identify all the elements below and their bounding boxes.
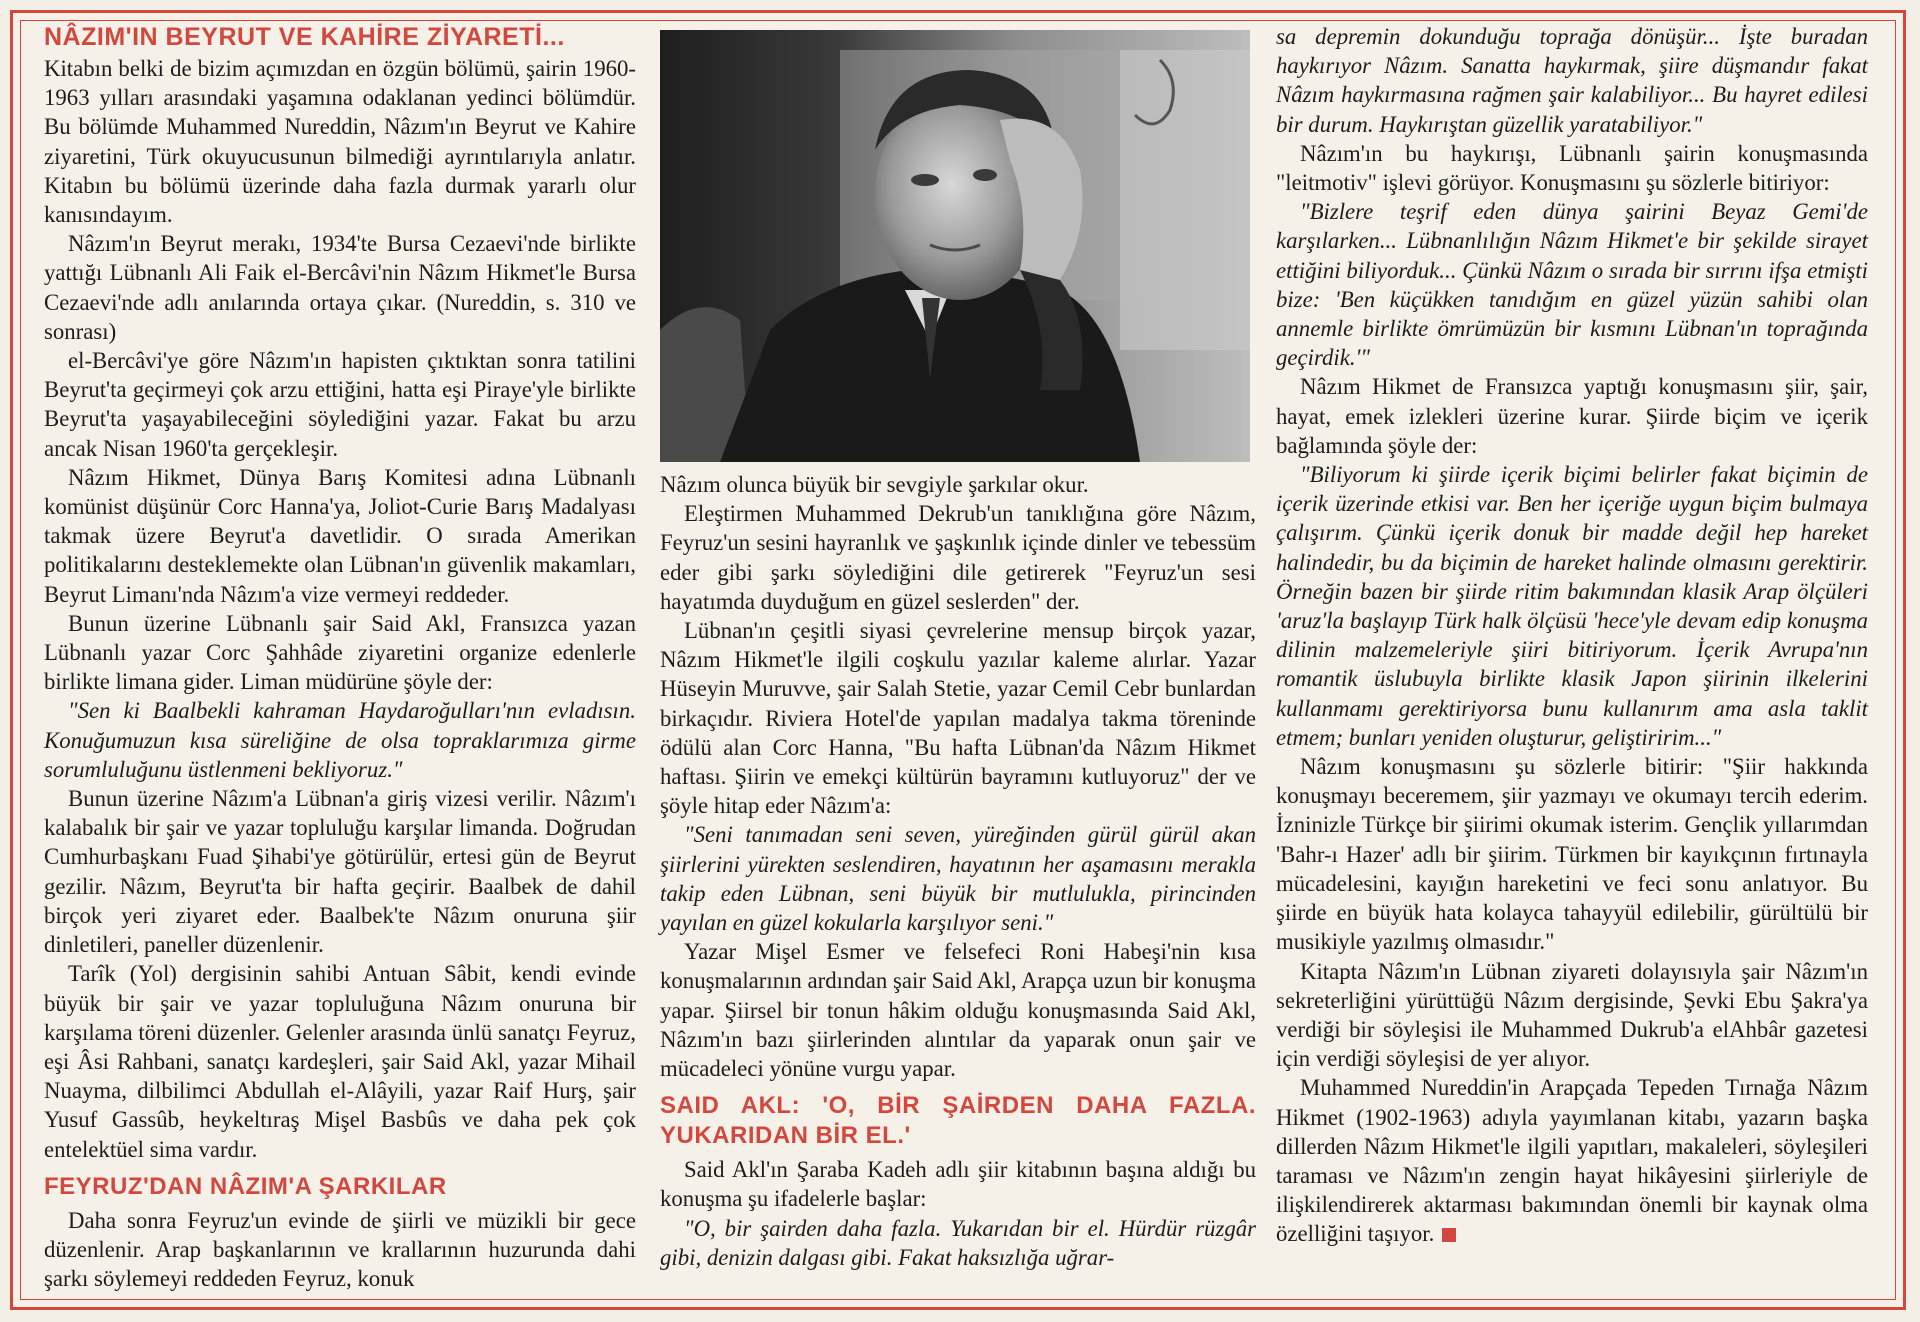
col1-paragraph: el-Bercâvi'ye göre Nâzım'ın hapisten çıktıktan sonra tatilini Beyrut'ta geçirmeyi çok arzu ettiğini, hatta eşi Piraye'yle birlikte Beyrut'ta yaşayabileceğini söylediğini yazar. Fakat bu arzu ancak Nisan 1960'ta gerçekleşir. — [44, 348, 636, 461]
col1-quote: "Sen ki Baalbekli kahraman Haydaroğulları'nın evladısın. Konuğumuzun kısa süreliğine de olsa topraklarımıza girme sorumluluğunu üstlenmeni bekliyoruz." — [44, 698, 636, 782]
col2-quote: "O, bir şairden daha fazla. Yukarıdan bir el. Hürdür rüzgâr gibi, denizin dalgası gibi. Fakat haksızlığa uğrar- — [660, 1215, 1256, 1270]
col3-paragraph: Nâzım'ın bu haykırışı, Lübnanlı şairin konuşmasında "leitmotiv" işlevi görüyor. Konuşmasını şu sözlerle bitiriyor: — [1276, 140, 1868, 196]
column-1 — [44, 22, 636, 1293]
col3-quote: sa depremin dokunduğu toprağa dönüşür... İşte buradan haykırıyor Nâzım. Sanatta haykırmak, şiire düşmandır fakat Nâzım haykırmasına rağmen şair kalabiliyor... Bu hayret edilesi bir durum. Haykırıştan güzellik yaratabiliyor." — [1276, 24, 1868, 137]
col3-quote: "Biliyorum ki şiirde içerik biçimi belirler fakat biçimin de içerik üzerinde etkisi var. Ben her içeriğe uygun biçim bulmaya çalışırım. Çünkü içerik donuk bir madde değil hep hareket halindedir, bu da biçimin de hareket halinde olmasını gerektirir. Örneğin bazen bir şiirde ritim bakımından klasik Arap ölçüleri 'aruz'la başlayıp Türk halk ölçüsü 'hece'yle devam edip konuşma dilinin malzemeleriyle şiiri bitiriyorum. İçerik Avrupa'nın romantik üslubuyla birlikte klasik Japon şiirinin ilkelerini kullanmamı gerektiriyorsa bunu kullanırım ama asla taklit etmem; bunları yeniden oluşturur, geliştiririm..." — [1276, 462, 1868, 750]
col2-paragraph: Yazar Mişel Esmer ve felsefeci Roni Habeşi'nin kısa konuşmalarının ardından şair Said Akl, Arapça uzun bir konuşma yapar. Şiirsel bir tonun hâkim olduğu konuşmasında Said Akl, Nâzım'ın bazı şiirlerinden alıntılar da yaparak onun şair ve mücadeleci yönüne vurgu yapar. — [660, 939, 1256, 1082]
col3-paragraph: Nâzım Hikmet de Fransızca yaptığı konuşmasını şiir, şair, hayat, emek izlekleri üzerine kurar. Şiirde biçim ve içerik bağlamında şöyle der: — [1276, 374, 1868, 458]
col3-last-text: Muhammed Nureddin'in Arapçada Tepeden Tırnağa Nâzım Hikmet (1902-1963) adıyla yayımlanan kitabı, yazarın başka dillerden Nâzım Hikmet'le ilgili yapıtları, makaleleri, söyleşileri taraması ve Nâzım'ın zengin hayat hikâyesini şiirleriyle de ilişkilendirerek aktarması bakımından önemli bir kaynak olma özelliğini taşıyor. — [1276, 1075, 1868, 1247]
col2-paragraph: Nâzım olunca büyük bir sevgiyle şarkılar okur. — [660, 472, 1089, 497]
col1-paragraph: Bunun üzerine Nâzım'a Lübnan'a giriş vizesi verilir. Nâzım'ı kalabalık bir şair ve yazar topluluğu karşılar limanda. Doğrudan Cumhurbaşkanı Fuad Şihabi'ye götürülür, ertesi gün de Beyrut gezilir. Nâzım, Beyrut'ta bir hafta geçirir. Baalbek de dahil birçok yeri ziyaret eder. Baalbek'te Nâzım onuruna şiir dinletileri, paneller düzenlenir. — [44, 786, 636, 958]
col2-paragraph: Said Akl'ın Şaraba Kadeh adlı şiir kitabının başına aldığı bu konuşma şu ifadelerle başlar: — [660, 1157, 1256, 1212]
col3-paragraph: Kitapta Nâzım'ın Lübnan ziyareti dolayısıyla şair Nâzım'ın sekreterliğini yürüttüğü Nâzım dergisinde, Şevki Ebu Şakra'ya verdiği bir söyleşisi ile Muhammed Dukrub'a elAhbâr gazetesi için verdiği söyleşisi de yer alıyor. — [1276, 958, 1868, 1072]
col1-paragraph: Daha sonra Feyruz'un evinde de şiirli ve müzikli bir gece düzenlenir. Arap başkanlarının ve krallarının huzurunda dahi şarkı söylemeyi reddeden Feyruz, konuk — [44, 1207, 636, 1292]
section-heading-said-akl: SAID AKL: 'O, BİR ŞAİRDEN DAHA FAZLA. YUKARIDAN BİR EL.' — [660, 1092, 1256, 1150]
column-2 — [660, 470, 1256, 1272]
section-heading-beyrut: NÂZIM'IN BEYRUT VE KAHİRE ZİYARETİ... — [44, 23, 565, 51]
col3-paragraph: Nâzım konuşmasını şu sözlerle bitirir: "Şiir hakkında konuşmayı beceremem, şiir yazmayı ve okumayı tercih ederim. İzninizle Türkçe bir şiirimi okumak isterim. Gençlik yıllarımdan 'Bahr-ı Hazer' adlı bir şiirim. Türkmen bir kayıkçının fırtınayla mücadelesini, kayığın hareketini ve feci sonu anlatıyor. Bu şiirde en büyük hata kolayca tahayyül edilebilir, gürültülü bir musikiyle yazılmış olmasıdır." — [1276, 754, 1868, 955]
col3-paragraph-last — [1276, 1073, 1868, 1248]
section-heading-feyruz: FEYRUZ'DAN NÂZIM'A ŞARKILAR — [44, 1172, 447, 1200]
col1-paragraph: Bunun üzerine Lübnanlı şair Said Akl, Fransızca yazan Lübnanlı yazar Corc Şahhâde ziyaretini organize edenlerle birlikte limana gider. Liman müdürüne şöyle der: — [44, 610, 636, 695]
col1-paragraph: Kitabın belki de bizim açımızdan en özgün bölümü, şairin 1960-1963 yılları arasındaki yaşamına odaklanan yedinci bölümdür. Bu bölümde Muhammed Nureddin, Nâzım'ın Beyrut ve Kahire ziyaretini, Türk okuyucusunun bilmediği ayrıntılarıyla anlatır. Kitabın bu bölümü üzerinde daha fazla durmak yararlı olur kanısındayım. — [44, 56, 636, 228]
column-3 — [1276, 22, 1868, 1249]
col1-paragraph: Nâzım Hikmet, Dünya Barış Komitesi adına Lübnanlı komünist düşünür Corc Hanna'ya, Joliot-Curie Barış Madalyası takmak üzere Beyrut'a davetlidir. O sırada Amerikan politikalarını desteklemekte olan Lübnan'ın güvenlik makamları, Beyrut Limanı'nda Nâzım'a vize vermeyi reddeder. — [44, 464, 636, 607]
col2-paragraph: Lübnan'ın çeşitli siyasi çevrelerine mensup birçok yazar, Nâzım Hikmet'le ilgili coşkulu yazılar kaleme alırlar. Yazar Hüseyin Muruvve, şair Salah Stetie, yazar Cemil Cebr bunlardan birkaçıdır. Riviera Hotel'de yapılan madalya takma töreninde ödülü alan Corc Hanna, "Bu hafta Lübnan'da Nâzım Hikmet haftası. Şiirin ve emekçi kültürün bayramını kutluyoruz" der ve şöyle hitap eder Nâzım'a: — [660, 618, 1256, 819]
end-of-article-mark — [1442, 1228, 1456, 1242]
portrait-photo-image — [660, 30, 1250, 462]
col1-paragraph: Nâzım'ın Beyrut merakı, 1934'te Bursa Cezaevi'nde birlikte yattığı Lübnanlı Ali Faik el-Bercâvi'nin Nâzım Hikmet'le Bursa Cezaevi'nde adlı anılarında ortaya çıkar. (Nureddin, s. 310 ve sonrası) — [44, 231, 636, 344]
col2-paragraph: Eleştirmen Muhammed Dekrub'un tanıklığına göre Nâzım, Feyruz'un sesini hayranlık ve şaşkınlık içinde dinler ve tebessüm eder gibi şarkı söylediğini dile getirerek "Feyruz'un sesi hayatımda duyduğum en güzel seslerden" der. — [660, 501, 1256, 614]
col3-quote: "Bizlere teşrif eden dünya şairini Beyaz Gemi'de karşılarken... Lübnanlılığın Nâzım Hikmet'e bir şekilde sirayet ettiğini biliyorduk... Çünkü Nâzım o sırada bir sırrını ifşa etmişti bize: 'Ben küçükken tanıdığım en güzel yüzün sahibi olan annemle birlikte ömrümüzün bir kısmını Lübnan'ın toprağında geçirdik.'" — [1276, 199, 1868, 371]
col1-paragraph: Tarîk (Yol) dergisinin sahibi Antuan Sâbit, kendi evinde büyük bir şair ve yazar topluluğuna Nâzım onuruna bir karşılama töreni düzenler. Gelenler arasında ünlü sanatçı Feyruz, eşi Âsi Rahbani, sanatçı kardeşleri, şair Said Akl, yazar Mihail Nuayma, dilbilimci Abdullah el-Alâyili, yazar Raif Hurş, şair Yusuf Gassûb, heykeltıraş Mişel Basbûs ve daha pek çok entelektüel sima vardır. — [44, 961, 636, 1162]
col2-quote: "Seni tanımadan seni seven, yüreğinden gürül gürül akan şiirlerini yürekten seslendiren, hayatının her aşamasını merakla takip eden Lübnan, seni büyük bir mutlulukla, pirincinden yayılan en güzel kokularla karşılıyor seni." — [660, 822, 1256, 936]
portrait-photo — [660, 30, 1250, 462]
